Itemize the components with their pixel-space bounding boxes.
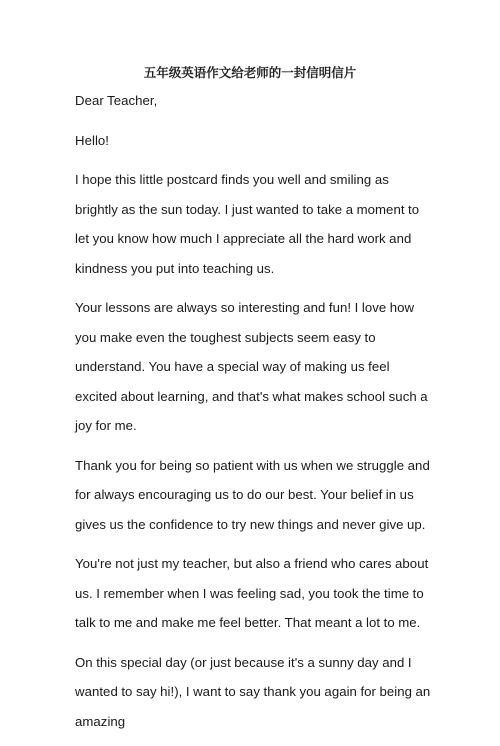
letter-paragraph: Your lessons are always so interesting and fun! I love how you make even the toughest subjects seem easy to understand. You have a special way of making us feel excited about learning, and that's what makes school such a joy for me. bbox=[75, 300, 428, 433]
letter-salutation: Dear Teacher, bbox=[75, 93, 158, 108]
letter-paragraph: Thank you for being so patient with us when we struggle and for always encouraging us to do our best. Your belief in us gives us the confidence to try new things and never give up. bbox=[75, 457, 430, 532]
letter-paragraph: On this special day (or just because it's a sunny day and I wanted to say hi!), I want to say thank you again for being an amazing bbox=[75, 654, 431, 729]
letter-body bbox=[75, 86, 431, 746]
letter-paragraph: You're not just my teacher, but also a friend who cares about us. I remember when I was feeling sad, you took the time to talk to me and make me feel better. That meant a lot to me. bbox=[75, 556, 429, 630]
document-title: 五年级英语作文给老师的一封信明信片 bbox=[143, 65, 357, 80]
letter-greeting: Hello! bbox=[75, 132, 110, 148]
letter-paragraph: I hope this little postcard finds you well and smiling as brightly as the sun today. I just wanted to take a moment to let you know how much I appreciate all the hard work and kindness you put into teaching us. bbox=[75, 172, 420, 276]
